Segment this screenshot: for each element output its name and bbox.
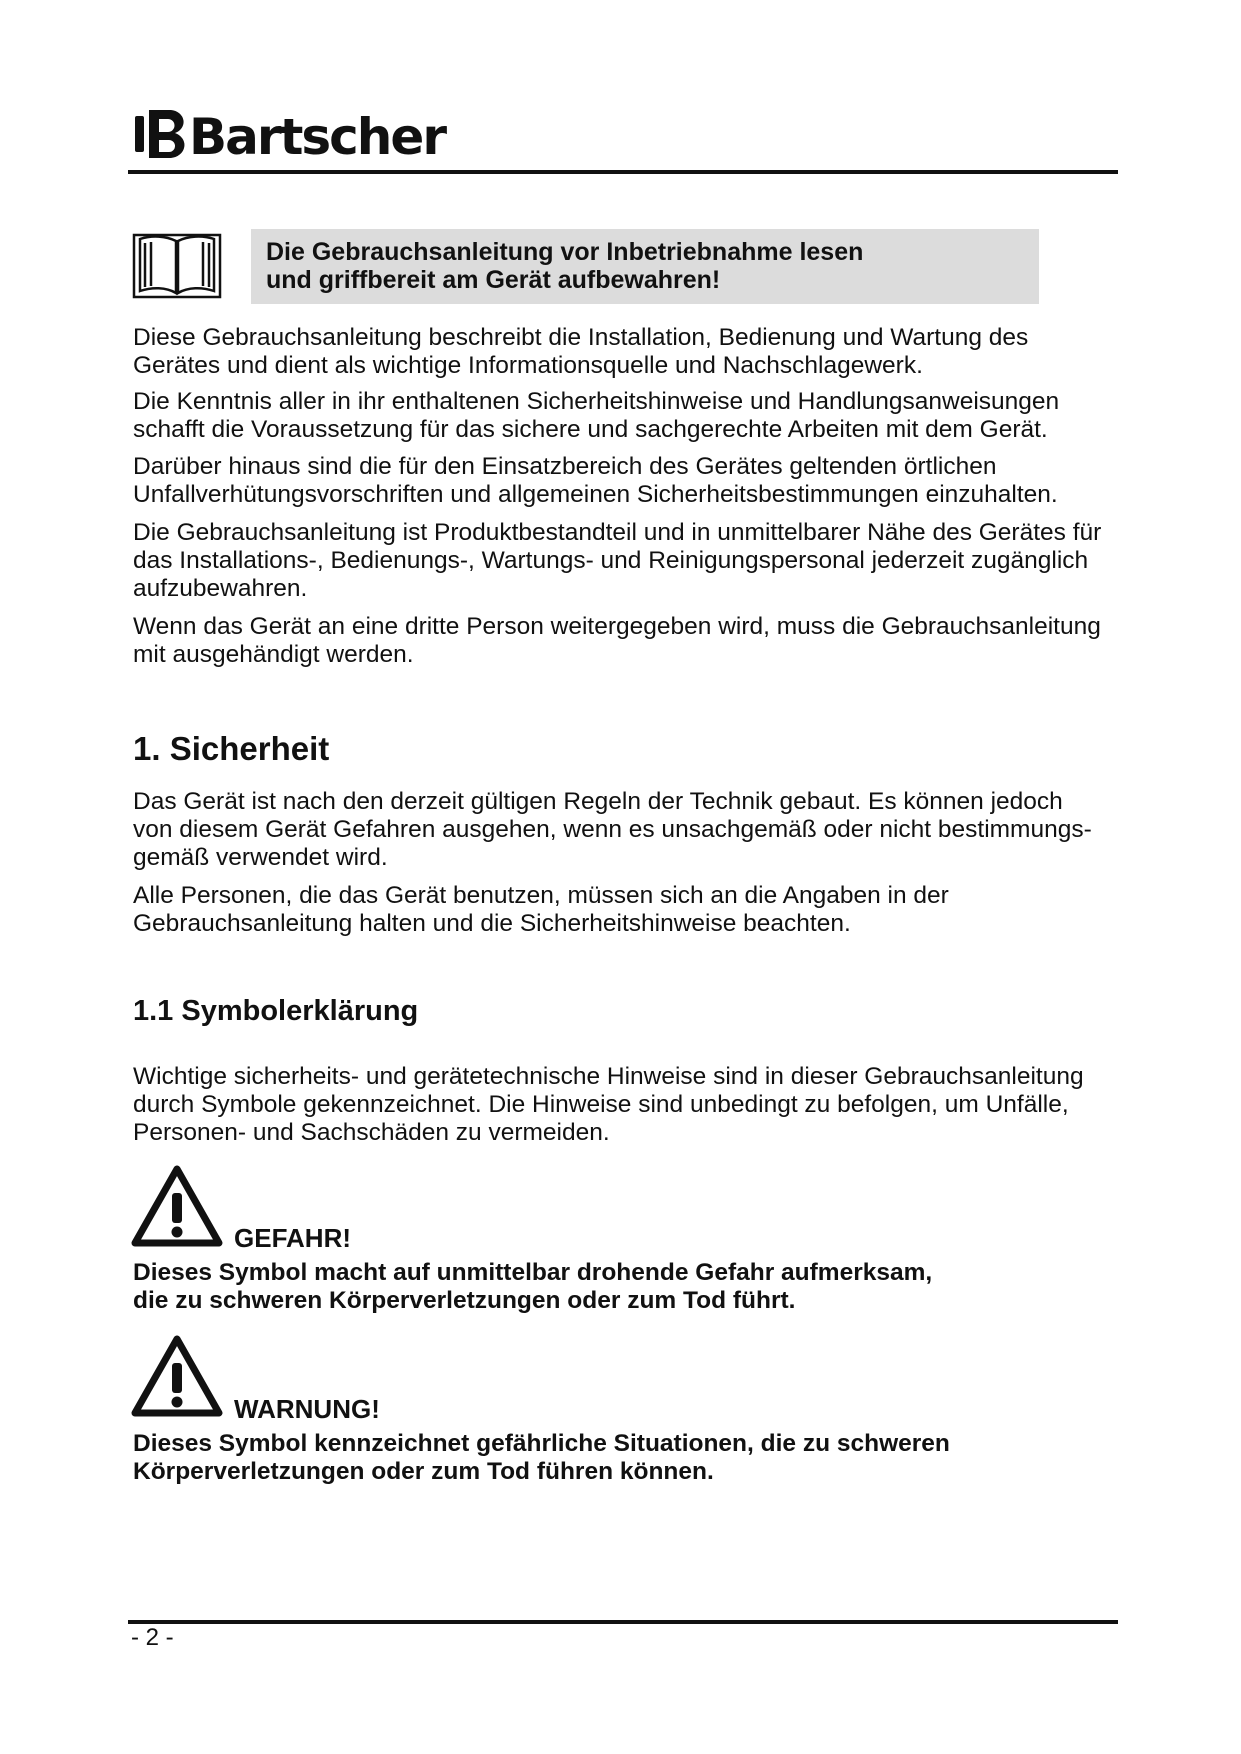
text-line: Gebrauchsanleitung halten und die Sicherheitshinweise beachten.: [133, 910, 851, 937]
text-line: die zu schweren Körperverletzungen oder zum Tod führt.: [133, 1287, 796, 1314]
intro-paragraph: [133, 613, 1133, 669]
symbol-title: WARNUNG!: [234, 1394, 380, 1424]
intro-paragraph: [133, 519, 1133, 603]
text-line: Gerätes und dient als wichtige Informationsquelle und Nachschlagewerk.: [133, 352, 923, 379]
page-number: - 2 -: [131, 1624, 174, 1651]
header-rule: [128, 170, 1118, 174]
warning-triangle-icon: [130, 1333, 224, 1419]
callout-line: Die Gebrauchsanleitung vor Inbetriebnahme lesen: [266, 238, 864, 266]
text-line: Körperverletzungen oder zum Tod führen können.: [133, 1458, 714, 1485]
text-line: durch Symbole gekennzeichnet. Die Hinweise sind unbedingt zu befolgen, um Unfälle,: [133, 1091, 1069, 1118]
text-line: Unfallverhütungsvorschriften und allgemeinen Sicherheitsbestimmungen einzuhalten.: [133, 481, 1058, 508]
read-manual-callout: [251, 229, 1039, 304]
section-paragraph: [133, 1063, 1133, 1147]
text-line: Das Gerät ist nach den derzeit gültigen Regeln der Technik gebaut. Es können jedoch: [133, 788, 1063, 815]
text-line: von diesem Gerät Gefahren ausgehen, wenn es unsachgemäß oder nicht bestimmungs-: [133, 816, 1092, 843]
book-icon: [132, 229, 222, 301]
text-line: Diese Gebrauchsanleitung beschreibt die Installation, Bedienung und Wartung des: [133, 324, 1029, 351]
section-paragraph: [133, 882, 1133, 938]
symbol-title: GEFAHR!: [234, 1223, 351, 1253]
callout-line: und griffbereit am Gerät aufbewahren!: [266, 266, 721, 294]
text-line: Die Kenntnis aller in ihr enthaltenen Sicherheitshinweise und Handlungsanweisungen: [133, 388, 1060, 415]
symbol-description: [133, 1259, 932, 1315]
text-line: Dieses Symbol kennzeichnet gefährliche Situationen, die zu schweren: [133, 1430, 950, 1457]
subsection-heading: 1.1 Symbolerklärung: [133, 995, 419, 1027]
text-line: aufzubewahren.: [133, 575, 308, 602]
footer-rule: [128, 1620, 1118, 1624]
text-line: Darüber hinaus sind die für den Einsatzbereich des Gerätes geltenden örtlichen: [133, 453, 997, 480]
text-line: gemäß verwendet wird.: [133, 844, 388, 871]
text-line: Wenn das Gerät an eine dritte Person weitergegeben wird, muss die Gebrauchsanleitung: [133, 613, 1101, 640]
text-line: Alle Personen, die das Gerät benutzen, müssen sich an die Angaben in der: [133, 882, 949, 909]
text-line: Dieses Symbol macht auf unmittelbar drohende Gefahr aufmerksam,: [133, 1259, 933, 1286]
section-paragraph: [133, 788, 1133, 872]
symbol-description: [133, 1430, 950, 1486]
text-line: Wichtige sicherheits- und gerätetechnische Hinweise sind in dieser Gebrauchsanleitung: [133, 1063, 1084, 1090]
text-line: Die Gebrauchsanleitung ist Produktbestandteil und in unmittelbarer Nähe des Gerätes für: [133, 519, 1102, 546]
intro-paragraph: [133, 324, 1133, 380]
intro-paragraph: [133, 453, 1133, 509]
text-line: schafft die Voraussetzung für das sichere und sachgerechte Arbeiten mit dem Gerät.: [133, 416, 1048, 443]
warning-triangle-icon: [130, 1163, 224, 1249]
intro-paragraph: [133, 388, 1133, 444]
logo-text: Bartscher: [189, 108, 445, 166]
bartscher-logo: [133, 94, 445, 166]
text-line: das Installations-, Bedienungs-, Wartungs- und Reinigungspersonal jederzeit zugänglich: [133, 547, 1089, 574]
text-line: mit ausgehändigt werden.: [133, 641, 414, 668]
section-heading: 1. Sicherheit: [133, 730, 330, 767]
text-line: Personen- und Sachschäden zu vermeiden.: [133, 1119, 610, 1146]
